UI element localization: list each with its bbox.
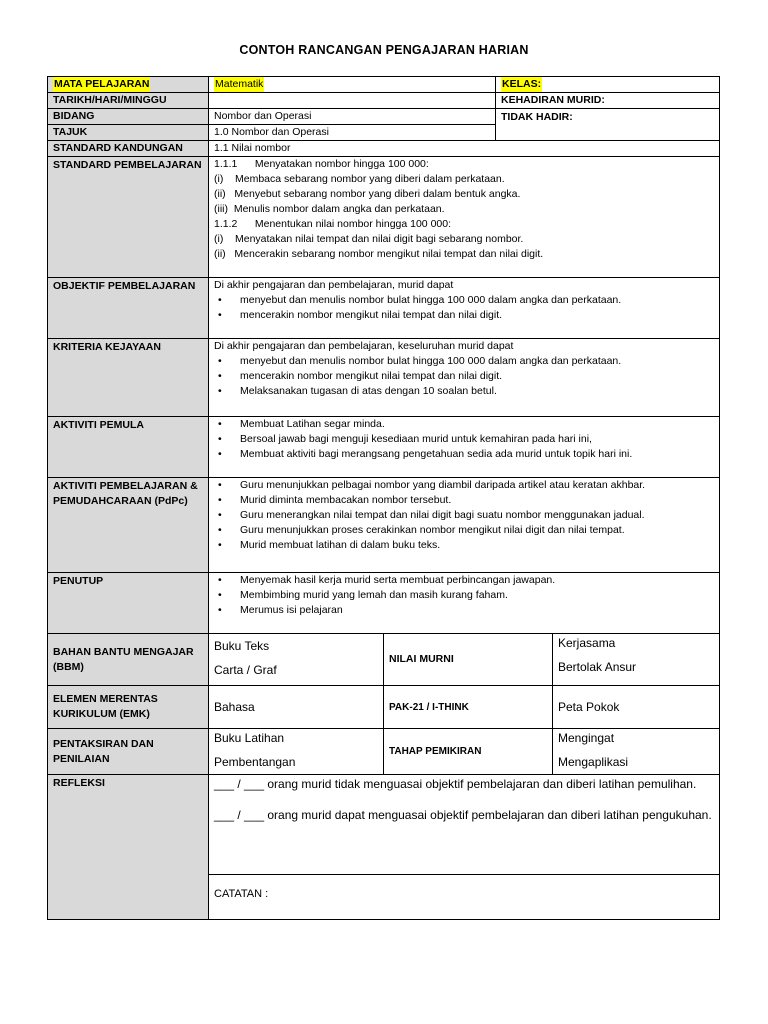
- tahap-item: Mengingat: [558, 731, 615, 745]
- refleksi-label: REFLEKSI: [47, 774, 209, 920]
- bidang-label: BIDANG: [47, 108, 209, 125]
- sp-line: (i) Menyatakan nilai tempat dan nilai digit bagi sebarang nombor.: [214, 233, 524, 245]
- list-item: • menyebut dan menulis nombor bulat hingga 100 000 dalam angka dan perkataan.: [214, 354, 714, 369]
- list-item: • Melaksanakan tugasan di atas dengan 10 soalan betul.: [214, 384, 714, 399]
- bbm-value: [208, 633, 384, 686]
- list-item: • Murid membuat latihan di dalam buku teks.: [214, 538, 714, 553]
- list-item: • mencerakin nombor mengikut nilai tempat dan nilai digit.: [214, 369, 714, 384]
- list-item: • Guru menunjukkan pelbagai nombor yang diambil daripada artikel atau keratan akhbar.: [214, 478, 714, 493]
- tajuk-value: 1.0 Nombor dan Operasi: [208, 124, 496, 141]
- nilai-murni-item: Kerjasama: [558, 636, 616, 650]
- kriteria-intro: Di akhir pengajaran dan pembelajaran, keseluruhan murid dapat: [214, 340, 514, 352]
- kelas-label: KELAS:: [495, 76, 720, 93]
- tajuk-label: TAJUK: [47, 124, 209, 141]
- catatan-field[interactable]: CATATAN :: [208, 874, 720, 920]
- tidak-hadir-label: TIDAK HADIR:: [495, 108, 720, 141]
- emk-label: ELEMEN MERENTAS KURIKULUM (EMK): [47, 685, 209, 729]
- list-item: • Membimbing murid yang lemah dan masih kurang faham.: [214, 588, 714, 603]
- penutup-content: [208, 572, 720, 634]
- document-title: CONTOH RANCANGAN PENGAJARAN HARIAN: [239, 43, 529, 57]
- tahap-item: Mengaplikasi: [558, 755, 629, 769]
- emk-value: Bahasa: [208, 685, 384, 729]
- list-item: • Guru menerangkan nilai tempat dan nilai digit bagi suatu nombor menggunakan jadual.: [214, 508, 714, 523]
- objektif-content: [208, 277, 720, 339]
- nilai-murni-label: NILAI MURNI: [383, 633, 553, 686]
- sp-line: 1.1.2 Menentukan nilai nombor hingga 100 000:: [214, 218, 451, 230]
- kehadiran-label: KEHADIRAN MURID:: [495, 92, 720, 109]
- list-item: • mencerakin nombor mengikut nilai tempat dan nilai digit.: [214, 308, 714, 323]
- sp-line: (iii) Menulis nombor dalam angka dan perkataan.: [214, 203, 445, 215]
- refleksi-line-1: ___ / ___ orang murid tidak menguasai objektif pembelajaran dan diberi latihan pemulihan.: [214, 777, 697, 791]
- kriteria-label: KRITERIA KEJAYAAN: [47, 338, 209, 417]
- penutup-list: [214, 573, 714, 618]
- lesson-plan-table: [47, 76, 720, 920]
- pentaksiran-value: [208, 728, 384, 775]
- pemula-label: AKTIVITI PEMULA: [47, 416, 209, 478]
- standard-pembelajaran-label: STANDARD PEMBELAJARAN: [47, 156, 209, 278]
- sp-line: (ii) Menyebut sebarang nombor yang diberi dalam bentuk angka.: [214, 188, 521, 200]
- list-item: • Bersoal jawab bagi menguji kesediaan murid untuk kemahiran pada hari ini,: [214, 432, 714, 447]
- list-item: • Murid diminta membacakan nombor tersebut.: [214, 493, 714, 508]
- refleksi-content: [208, 774, 720, 875]
- tahap-value: [552, 728, 720, 775]
- mata-pelajaran-value: Matematik: [208, 76, 496, 93]
- nilai-murni-item: Bertolak Ansur: [558, 660, 637, 674]
- pak21-label: PAK-21 / I-THINK: [383, 685, 553, 729]
- sp-line: 1.1.1 Menyatakan nombor hingga 100 000:: [214, 158, 429, 170]
- list-item: • Guru menunjukkan proses cerakinkan nombor mengikut nilai digit dan nilai tempat.: [214, 523, 714, 538]
- list-item: • Merumus isi pelajaran: [214, 603, 714, 618]
- kriteria-content: [208, 338, 720, 417]
- standard-pembelajaran-content: [208, 156, 720, 278]
- list-item: • Membuat Latihan segar minda.: [214, 417, 714, 432]
- mata-pelajaran-label: MATA PELAJARAN: [47, 76, 209, 93]
- standard-kandungan-label: STANDARD KANDUNGAN: [47, 140, 209, 157]
- pdpc-label: AKTIVITI PEMBELAJARAN & PEMUDAHCARAAN (PdPc): [47, 477, 209, 573]
- tahap-label: TAHAP PEMIKIRAN: [383, 728, 553, 775]
- refleksi-line-2: ___ / ___ orang murid dapat menguasai objektif pembelajaran dan diberi latihan pengukuhan.: [214, 808, 712, 822]
- sp-line: (ii) Mencerakin sebarang nombor mengikut nilai tempat dan nilai digit.: [214, 248, 544, 260]
- bidang-value: Nombor dan Operasi: [208, 108, 496, 125]
- pentaksiran-item: Buku Latihan: [214, 731, 285, 745]
- bbm-item: Carta / Graf: [214, 663, 277, 677]
- sp-line: (i) Membaca sebarang nombor yang diberi dalam perkataan.: [214, 173, 505, 185]
- kriteria-list: [214, 354, 714, 399]
- objektif-label: OBJEKTIF PEMBELAJARAN: [47, 277, 209, 339]
- tarikh-label: TARIKH/HARI/MINGGU: [47, 92, 209, 109]
- bbm-label: BAHAN BANTU MENGAJAR (BBM): [47, 633, 209, 686]
- pentaksiran-item: Pembentangan: [214, 755, 296, 769]
- list-item: • Menyemak hasil kerja murid serta membuat perbincangan jawapan.: [214, 573, 714, 588]
- pemula-content: [208, 416, 720, 478]
- pemula-list: [214, 417, 714, 462]
- objektif-list: [214, 293, 714, 323]
- nilai-murni-value: [552, 633, 720, 686]
- penutup-label: PENUTUP: [47, 572, 209, 634]
- pentaksiran-label: PENTAKSIRAN DAN PENILAIAN: [47, 728, 209, 775]
- standard-kandungan-value: 1.1 Nilai nombor: [208, 140, 720, 157]
- list-item: • menyebut dan menulis nombor bulat hingga 100 000 dalam angka dan perkataan.: [214, 293, 714, 308]
- list-item: • Membuat aktiviti bagi merangsang pengetahuan sedia ada murid untuk topik hari ini.: [214, 447, 714, 462]
- tarikh-value[interactable]: [208, 92, 496, 109]
- pdpc-list: [214, 478, 714, 553]
- objektif-intro: Di akhir pengajaran dan pembelajaran, murid dapat: [214, 279, 454, 291]
- bbm-item: Buku Teks: [214, 639, 270, 653]
- pdpc-content: [208, 477, 720, 573]
- pak21-value: Peta Pokok: [552, 685, 720, 729]
